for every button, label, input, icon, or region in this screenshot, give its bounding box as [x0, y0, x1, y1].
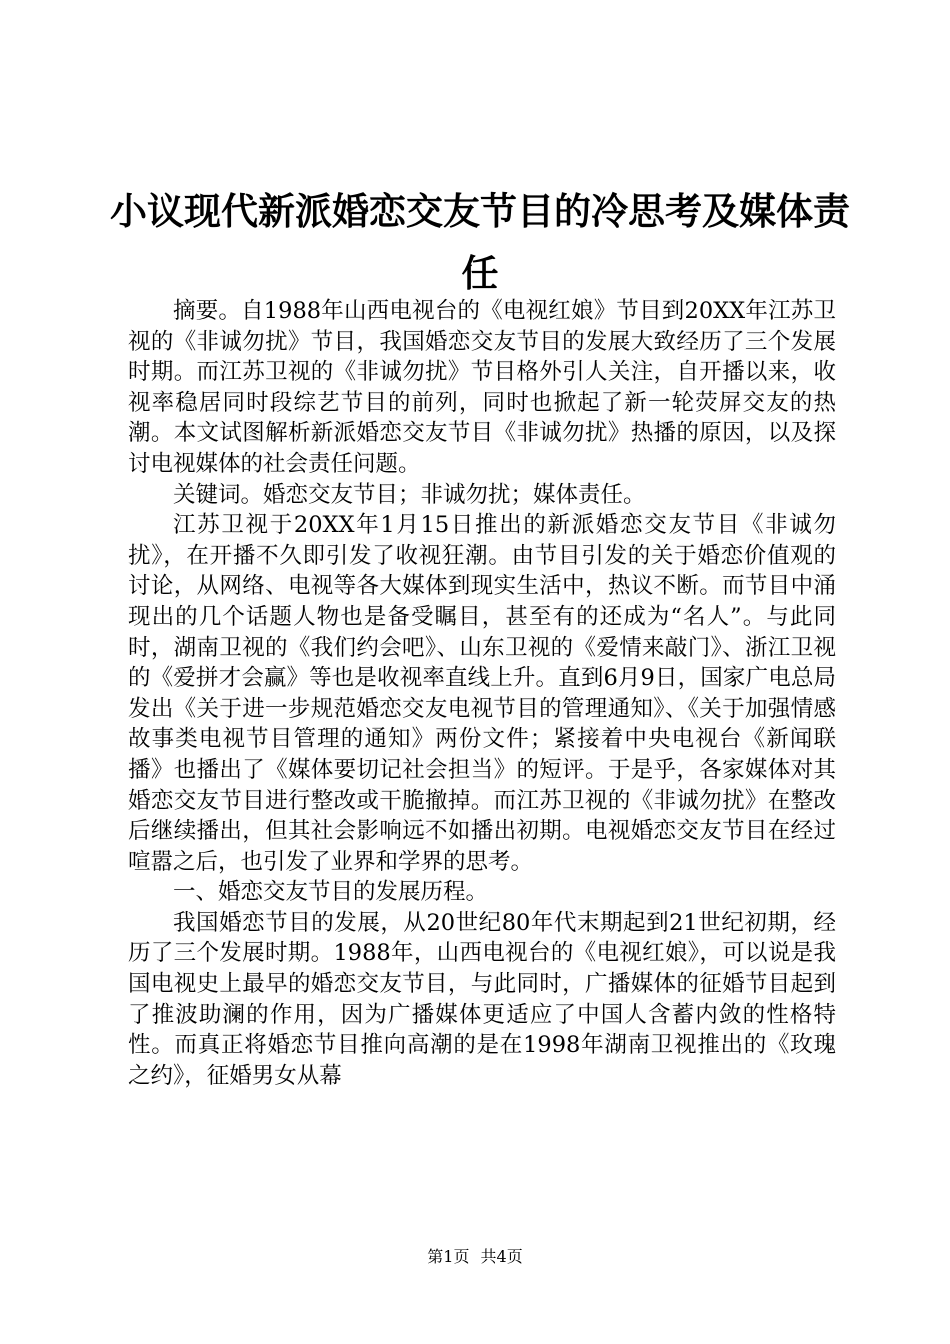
document-title: 小议现代新派婚恋交友节目的冷思考及媒体责任: [110, 189, 850, 295]
page-total: 共4页: [480, 1247, 523, 1266]
page-footer: [0, 1244, 950, 1267]
body-paragraph: 我国婚恋节目的发展，从20世纪80年代末期起到21世纪初期，经历了三个发展时期。1988年，山西电视台的《电视红娘》，可以说是我国电视史上最早的婚恋交友节目，与此同时，广播媒体的征婚节目起到了推波助澜的作用，因为广播媒体更适应了中国人含蓄内敛的性格特性。而真正将婚恋节目推向高潮的是在1998年湖南卫视推出的《玫瑰之约》，征婚男女从幕: [128, 909, 836, 1089]
body-paragraph: 江苏卫视于20XX年1月15日推出的新派婚恋交友节目《非诚勿扰》，在开播不久即引发了收视狂潮。由节目引发的关于婚恋价值观的讨论，从网络、电视等各大媒体到现实生活中，热议不断。而节目中涌现出的几个话题人物也是备受瞩目，甚至有的还成为“名人”。与此同时，湖南卫视的《我们约会吧》、山东卫视的《爱情来敲门》、浙江卫视的《爱拼才会赢》等也是收视率直线上升。直到6月9日，国家广电总局发出《关于进一步规范婚恋交友电视节目的管理通知》、《关于加强情感故事类电视节目管理的通知》两份文件；紧接着中央电视台《新闻联播》也播出了《媒体要切记社会担当》的短评。于是乎，各家媒体对其婚恋交友节目进行整改或干脆撤掉。而江苏卫视的《非诚勿扰》在整改后继续播出，但其社会影响远不如播出初期。电视婚恋交友节目在经过喧嚣之后，也引发了业界和学界的思考。: [128, 512, 836, 875]
keywords-paragraph: 关键词。婚恋交友节目；非诚勿扰；媒体责任。: [173, 481, 646, 508]
section-heading: 一、婚恋交友节目的发展历程。: [173, 879, 489, 906]
page-number: 第1页: [427, 1247, 470, 1266]
document-body: [128, 296, 836, 1091]
abstract-paragraph: 摘要。自1988年山西电视台的《电视红娘》节目到20XX年江苏卫视的《非诚勿扰》节目，我国婚恋交友节目的发展大致经历了三个发展时期。而江苏卫视的《非诚勿扰》节目格外引人关注，自开播以来，收视率稳居同时段综艺节目的前列，同时也掀起了新一轮荧屏交友的热潮。本文试图解析新派婚恋交友节目《非诚勿扰》热播的原因，以及探讨电视媒体的社会责任问题。: [128, 298, 836, 477]
